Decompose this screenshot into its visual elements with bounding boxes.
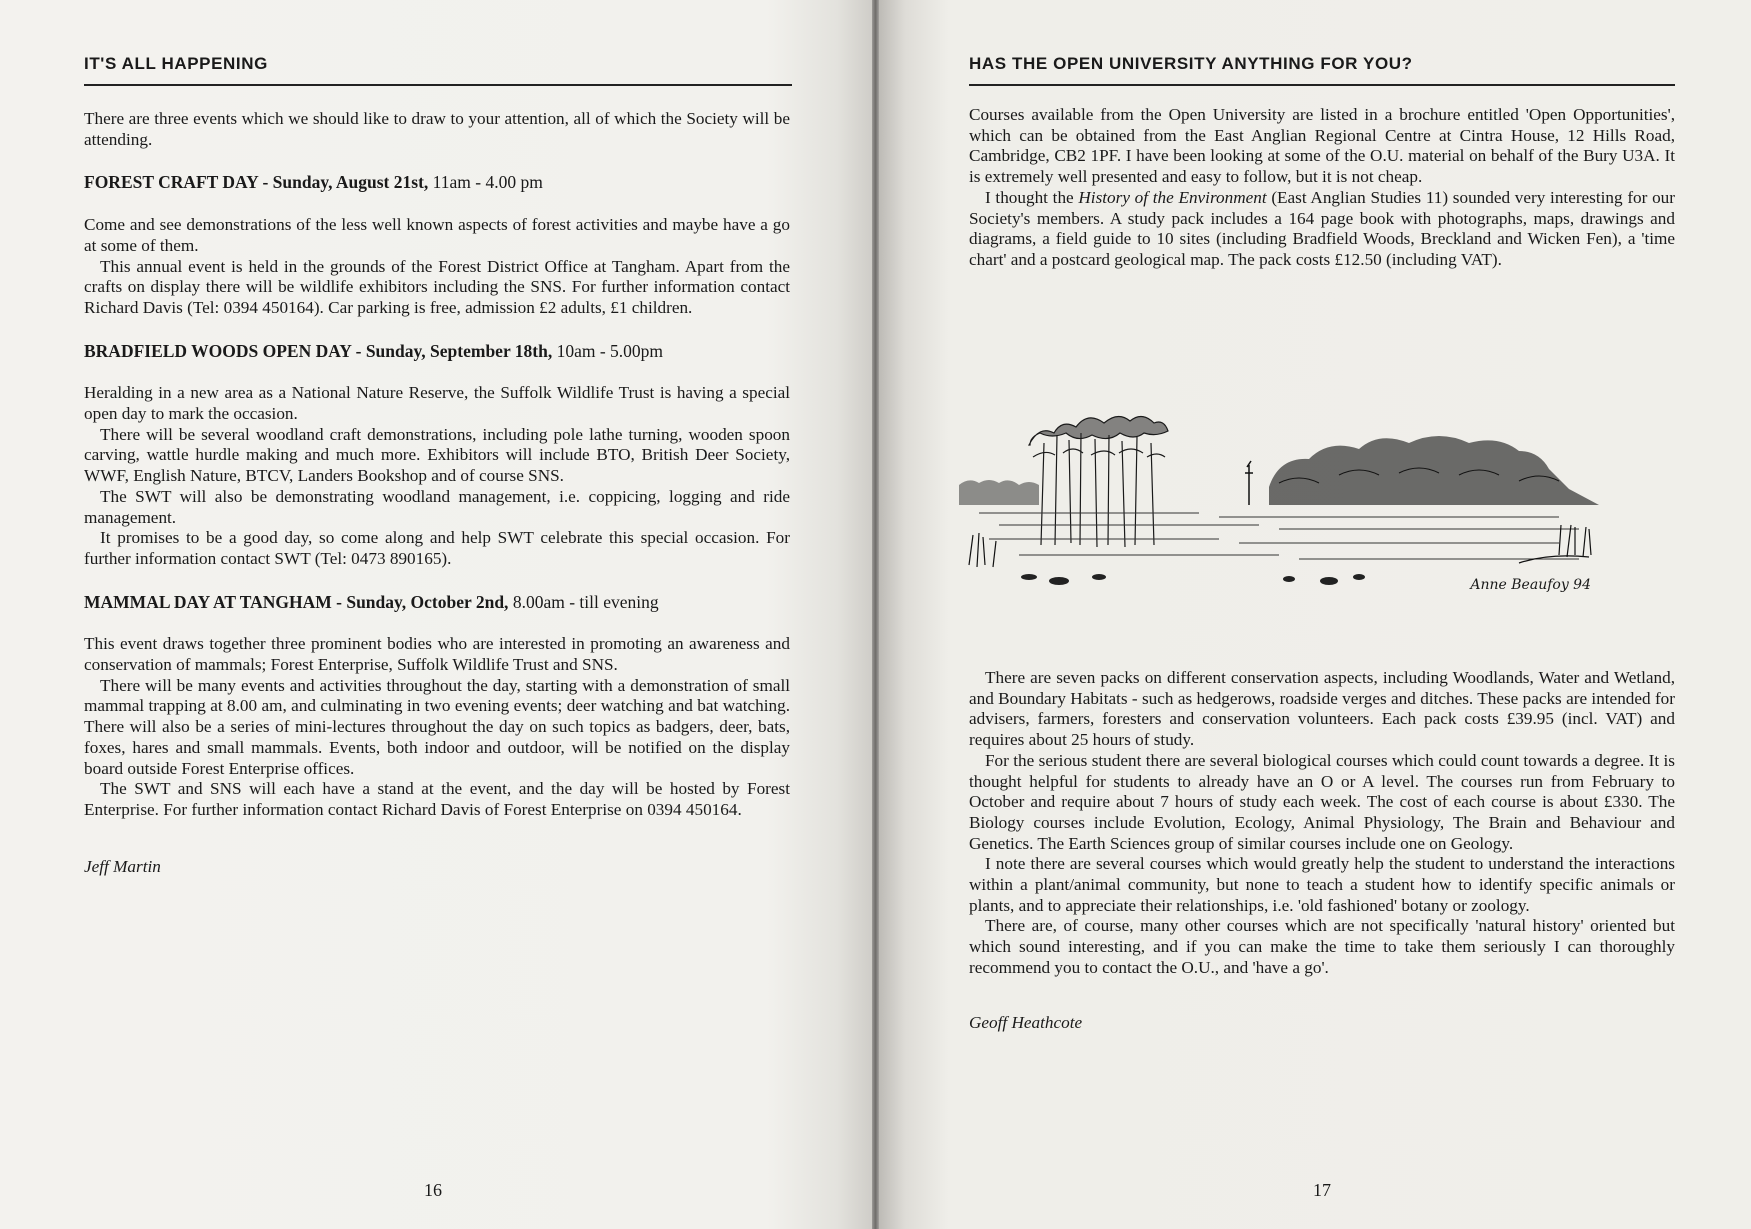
event-heading-bradfield: BRADFIELD WOODS OPEN DAY - Sunday, September 18th, 10am - 5.00pm <box>84 340 664 361</box>
body-paragraph: For the serious student there are several biological courses which could count towards a degree. It is thought helpful for students to already have an O or A level. The courses run from February to October and require about 7 hours of study each week. The cost of each course is about £330. The Biology courses include Evolution, Ecology, Animal Physiology, The Brain and Behaviour and Genetics. The Earth Sciences group of similar courses include one on Geology. <box>969 750 1675 853</box>
event-paragraph: It promises to be a good day, so come along and help SWT celebrate this special occasion. For further information contact SWT (Tel: 0473 890165). <box>84 528 790 568</box>
event-paragraph: The SWT will also be demonstrating woodland management, i.e. coppicing, logging and ride management. <box>84 486 790 527</box>
left-page <box>0 0 872 1229</box>
event-paragraph: This annual event is held in the grounds of the Forest District Office at Tangham. Apart from the crafts on display there will be wildlife exhibitors including the SNS. For further information contact Richard Davis (Tel: 0394 450164). Car parking is free, admission £2 adults, £1 children. <box>84 256 790 317</box>
pen-drawing-trees-and-water <box>959 395 1599 605</box>
landscape-illustration <box>959 395 1599 605</box>
page-number: 16 <box>424 1180 442 1200</box>
body-paragraph: I thought the History of the Environment (East Anglian Studies 11) sounded very interesting for our Society's members. A study pack includes a 164 page book with photographs, maps, drawings and diagrams, a field guide to 10 sites (including Bradfield Woods, Breckland and Wicken Fen), a 'time chart' and a postcard geological map. The pack costs £12.50 (including VAT). <box>969 187 1675 269</box>
page-heading: HAS THE OPEN UNIVERSITY ANYTHING FOR YOU? <box>969 50 1675 86</box>
event-heading-mammal-day: MAMMAL DAY AT TANGHAM - Sunday, October 2nd, 8.00am - till evening <box>84 591 659 612</box>
page-number: 17 <box>1313 1180 1331 1200</box>
body-paragraph: There are seven packs on different conservation aspects, including Woodlands, Water and Wetland, and Boundary Habitats - such as hedgerows, roadside verges and ditches. These packs are intended for advisers, farmers, foresters and conservation volunteers. Each pack costs £39.95 (incl. VAT) and requires about 25 hours of study. <box>969 668 1675 750</box>
author-signature: Jeff Martin <box>84 856 161 876</box>
body-paragraph: Courses available from the Open University are listed in a brochure entitled 'Open Opportunities', which can be obtained from the East Anglian Regional Centre at Cintra House, 12 Hills Road, Cambridge, CB2 1PF. I have been looking at some of the O.U. material on behalf of the Bury U3A. It is extremely well presented and easy to follow, but it is not cheap. <box>969 105 1675 187</box>
author-signature: Geoff Heathcote <box>969 1012 1083 1032</box>
binding-gutter <box>872 0 879 1229</box>
left-column <box>84 109 790 877</box>
event-paragraph: Heralding in a new area as a National Nature Reserve, the Suffolk Wildlife Trust is having a special open day to mark the occasion. <box>84 383 790 424</box>
body-paragraph: There are, of course, many other courses which are not specifically 'natural history' oriented but which sound interesting, and if you can make the time to take them seriously I can thoroughly recommend you to contact the O.U., and 'have a go'. <box>969 916 1675 977</box>
right-page <box>879 0 1751 1229</box>
intro-paragraph: There are three events which we should like to draw to your attention, all of which the Society will be attending. <box>84 109 790 149</box>
event-paragraph: There will be several woodland craft demonstrations, including pole lathe turning, wooden spoon carving, wattle hurdle making and much more. Exhibitors will include BTO, British Deer Society, WWF, English Nature, BTCV, Landers Bookshop and of course SNS. <box>84 424 790 486</box>
event-paragraph: There will be many events and activities throughout the day, starting with a demonstration of small mammal trapping at 8.00 am, and culminating in two evening events; deer watching and bat watching. There will also be a series of mini-lectures throughout the day on such topics as badgers, deer, bats, foxes, hares and small mammals. Events, both indoor and outdoor, will be notified on the display board outside Forest Enterprise offices. <box>84 675 790 778</box>
right-column-bottom <box>969 668 1675 1033</box>
book-title: History of the Environment <box>1078 187 1267 207</box>
event-paragraph: This event draws together three prominent bodies who are interested in promoting an awareness and conservation of mammals; Forest Enterprise, Suffolk Wildlife Trust and SNS. <box>84 634 790 675</box>
right-column-top <box>969 105 1675 271</box>
page-heading: IT'S ALL HAPPENING <box>84 50 792 86</box>
body-paragraph: I note there are several courses which would greatly help the student to understand the interactions within a plant/animal community, but none to teach a student how to identify specific animals or plants, and to appreciate their relationships, i.e. 'old fashioned' botany or zoology. <box>969 854 1675 915</box>
event-paragraph: The SWT and SNS will each have a stand at the event, and the day will be hosted by Forest Enterprise. For further information contact Richard Davis of Forest Enterprise on 0394 450164. <box>84 779 790 819</box>
illustration-signature: Anne Beaufoy 94 <box>1470 577 1591 593</box>
event-paragraph: Come and see demonstrations of the less well known aspects of forest activities and maybe have a go at some of them. <box>84 215 790 255</box>
event-heading-forest-craft: FOREST CRAFT DAY - Sunday, August 21st, 11am - 4.00 pm <box>84 172 543 193</box>
